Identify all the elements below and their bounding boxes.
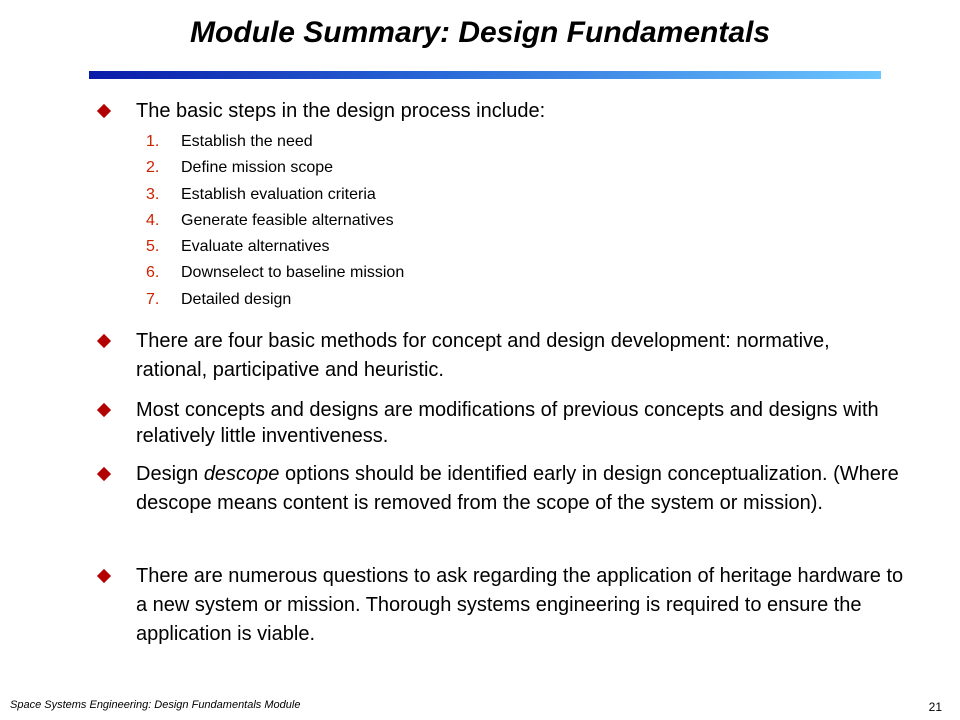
step-text: Downselect to baseline mission	[181, 264, 405, 282]
step-number: 4.	[146, 211, 160, 229]
step-number: 3.	[146, 185, 160, 203]
list-item	[146, 155, 746, 181]
bullet-text-rest: options should be identified early in design conceptualization. (Where descope means content is removed from the scope of the system or mission).	[136, 463, 899, 514]
step-text: Detailed design	[181, 290, 292, 308]
step-number: 7.	[146, 290, 160, 308]
step-number: 2.	[146, 159, 160, 177]
list-item	[146, 182, 746, 208]
bullet-text: Most concepts and designs are modifications of previous concepts and designs with relatively little inventiveness.	[136, 399, 879, 447]
step-number: 5.	[146, 238, 160, 256]
bullet-text: The basic steps in the design process include:	[136, 100, 546, 122]
emphasis-descope: descope	[203, 463, 280, 485]
bullet-text-start: Design	[136, 463, 204, 485]
diamond-bullet-icon	[97, 104, 111, 118]
list-item	[146, 260, 746, 286]
diamond-bullet-icon	[97, 334, 111, 348]
bullet-text: There are four basic methods for concept and design development: normative, rational, participative and heuristic.	[136, 330, 830, 381]
list-item	[146, 287, 746, 313]
step-text: Generate feasible alternatives	[181, 211, 394, 229]
page-number: 21	[928, 700, 942, 714]
step-text: Define mission scope	[181, 159, 334, 177]
bullet-text	[136, 460, 906, 518]
bullet-text: There are numerous questions to ask regarding the application of heritage hardware to a new system or mission. Thorough systems engineering is required to ensure the application is viable.	[136, 565, 904, 645]
list-item	[146, 129, 746, 155]
step-number: 6.	[146, 264, 160, 282]
step-text: Evaluate alternatives	[181, 238, 330, 256]
title-underline-bar	[89, 71, 881, 79]
step-text: Establish the need	[181, 133, 313, 150]
list-item	[146, 208, 746, 234]
diamond-bullet-icon	[97, 403, 111, 417]
diamond-bullet-icon	[97, 467, 111, 481]
diamond-bullet-icon	[97, 569, 111, 583]
design-steps-list	[146, 129, 746, 313]
footer-module-name: Space Systems Engineering: Design Fundamentals Module	[10, 699, 301, 711]
step-text: Establish evaluation criteria	[181, 185, 376, 203]
list-item	[146, 234, 746, 260]
slide-title: Module Summary: Design Fundamentals	[189, 16, 771, 49]
step-number: 1.	[146, 133, 160, 150]
